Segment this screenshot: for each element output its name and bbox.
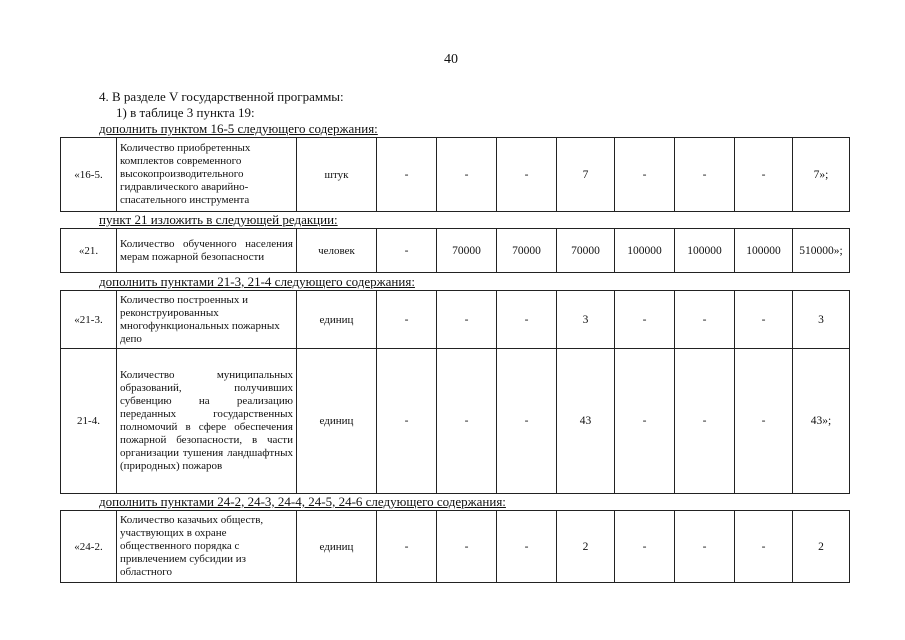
total-cell: 3 <box>793 291 850 349</box>
value-cell: - <box>497 138 557 212</box>
value-cell: - <box>615 291 675 349</box>
value-cell: - <box>377 138 437 212</box>
value-cell: - <box>675 138 735 212</box>
value-cell: - <box>615 138 675 212</box>
value-cell: - <box>437 349 497 494</box>
table-row <box>61 349 850 494</box>
value-cell: 70000 <box>497 229 557 273</box>
value-cell: - <box>497 511 557 583</box>
value-cell: 100000 <box>735 229 793 273</box>
row-number: «21-3. <box>61 291 117 349</box>
table-row <box>61 138 850 212</box>
value-cell: - <box>437 511 497 583</box>
unit-cell: единиц <box>297 511 377 583</box>
value-cell: 43 <box>557 349 615 494</box>
value-cell: - <box>735 138 793 212</box>
value-cell: - <box>735 291 793 349</box>
table-row <box>61 229 850 273</box>
paragraph-add-16-5: дополнить пунктом 16-5 следующего содержания: <box>99 121 378 136</box>
paragraph-add-24-2-24-6: дополнить пунктами 24-2, 24-3, 24-4, 24-5, 24-6 следующего содержания: <box>99 494 506 509</box>
value-cell: - <box>675 511 735 583</box>
value-cell: - <box>377 229 437 273</box>
indicator-name: Количество казачьих обществ, участвующих в охране общественного порядка с привлечением субсидии из областного <box>117 511 297 583</box>
value-cell: 100000 <box>675 229 735 273</box>
value-cell: - <box>377 511 437 583</box>
total-cell: 43»; <box>793 349 850 494</box>
paragraph-table-3: 1) в таблице 3 пункта 19: <box>116 105 255 120</box>
value-cell: - <box>675 291 735 349</box>
total-cell: 7»; <box>793 138 850 212</box>
indicator-name: Количество построенных и реконструированных многофункциональных пожарных депо <box>117 291 297 349</box>
total-cell: 2 <box>793 511 850 583</box>
table-row <box>61 291 850 349</box>
value-cell: - <box>437 291 497 349</box>
row-number: «16-5. <box>61 138 117 212</box>
value-cell: - <box>497 349 557 494</box>
paragraph-add-21-3-21-4: дополнить пунктами 21-3, 21-4 следующего содержания: <box>99 274 415 289</box>
value-cell: 70000 <box>437 229 497 273</box>
value-cell: 2 <box>557 511 615 583</box>
total-cell: 510000»; <box>793 229 850 273</box>
table-row-21 <box>60 228 850 273</box>
row-number: «21. <box>61 229 117 273</box>
value-cell: - <box>735 349 793 494</box>
row-number: «24-2. <box>61 511 117 583</box>
unit-cell: человек <box>297 229 377 273</box>
table-row-24-2 <box>60 510 850 583</box>
table-row <box>61 511 850 583</box>
value-cell: - <box>437 138 497 212</box>
value-cell: - <box>615 349 675 494</box>
indicator-name: Количество приобретенных комплектов современного высокопроизводительного гидравлического аварийно-спасательного инструмента <box>117 138 297 212</box>
row-number: 21-4. <box>61 349 117 494</box>
table-row-16-5 <box>60 137 850 212</box>
value-cell: 100000 <box>615 229 675 273</box>
value-cell: - <box>735 511 793 583</box>
table-rows-21-3-21-4 <box>60 290 850 494</box>
value-cell: - <box>615 511 675 583</box>
page-number: 40 <box>444 52 458 67</box>
value-cell: 7 <box>557 138 615 212</box>
unit-cell: единиц <box>297 291 377 349</box>
value-cell: - <box>377 291 437 349</box>
value-cell: 70000 <box>557 229 615 273</box>
paragraph-replace-21: пункт 21 изложить в следующей редакции: <box>99 212 338 227</box>
unit-cell: единиц <box>297 349 377 494</box>
value-cell: - <box>377 349 437 494</box>
value-cell: - <box>675 349 735 494</box>
unit-cell: штук <box>297 138 377 212</box>
indicator-name: Количество обученного населения мерам пожарной безопасности <box>117 229 297 273</box>
paragraph-section-v: 4. В разделе V государственной программы: <box>99 89 344 104</box>
value-cell: 3 <box>557 291 615 349</box>
indicator-name: Количество муниципальных образований, получивших субвенцию на реализацию переданных государственных полномочий в сфере обеспечения пожарной безопасности, в части организации тушения ландшафтных (природных) пожаров <box>117 349 297 494</box>
value-cell: - <box>497 291 557 349</box>
